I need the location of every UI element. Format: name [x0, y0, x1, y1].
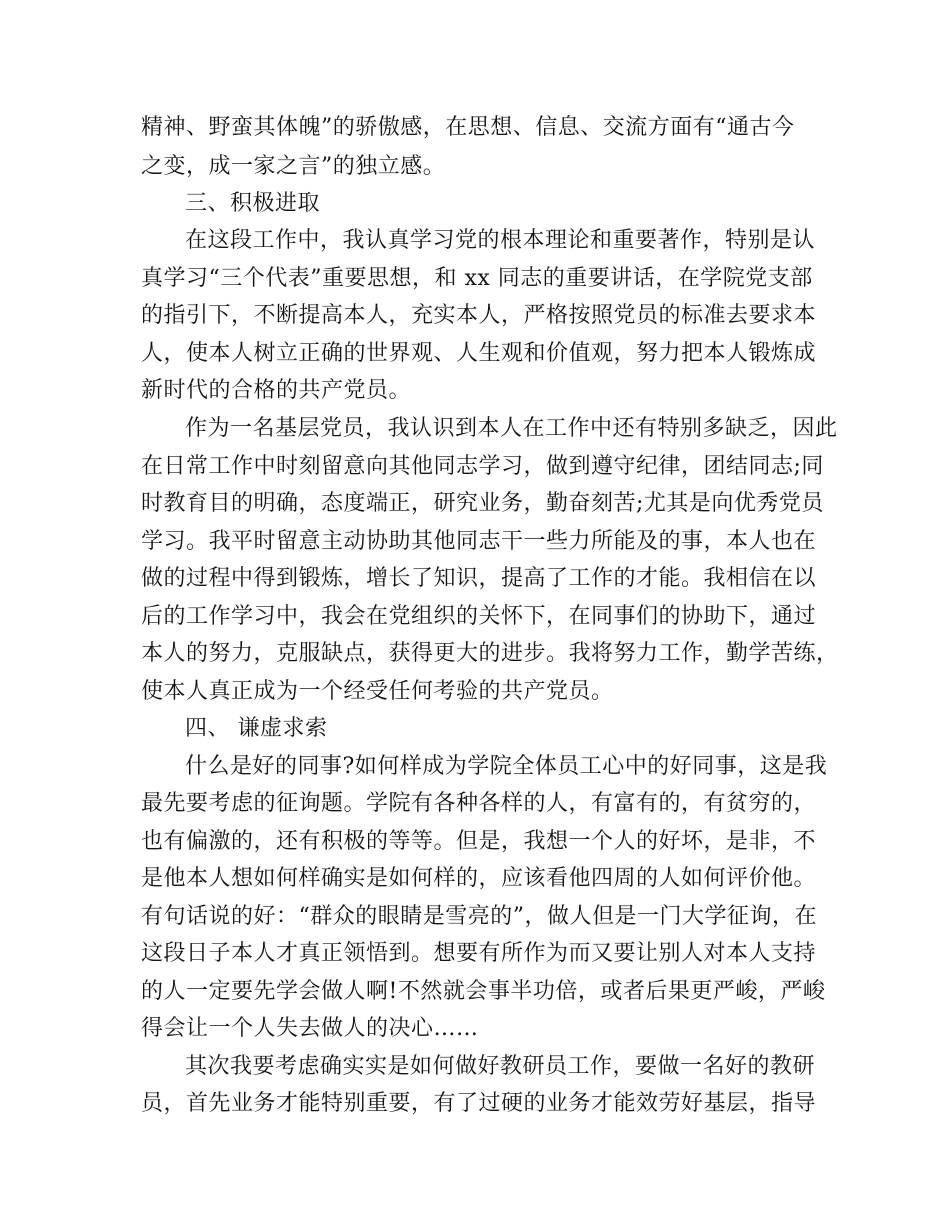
- text-line: 精神、野蛮其体魄”的骄傲感，在思想、信息、交流方面有“通古今: [141, 115, 795, 140]
- text-line: 真学习“三个代表”重要思想，和 xx 同志的重要讲话，在学院党支部: [141, 266, 813, 291]
- text-line: 学习。我平时留意主动协助其他同志干一些力所能及的事，本人也在: [141, 529, 817, 554]
- section-heading: 三、积极进取: [185, 191, 321, 216]
- text-line: 员，首先业务才能特别重要，有了过硬的业务才能效劳好基层，指导: [141, 1091, 817, 1116]
- text-line: 的人一定要先学会做人啊!不然就会事半功倍，或者后果更严峻，严峻: [141, 979, 826, 1004]
- section-heading: 四、 谦虚求索: [185, 716, 328, 741]
- text-line: 之变，成一家之言”的独立感。: [141, 154, 446, 179]
- text-line: 人，使本人树立正确的世界观、人生观和价值观，努力把本人锻炼成: [141, 341, 817, 366]
- text-line: 时教育目的明确，态度端正，研究业务，勤奋刻苦;尤其是向优秀党员: [141, 491, 824, 516]
- text-line: 也有偏激的，还有积极的等等。但是，我想一个人的好坏，是非，不: [141, 829, 817, 854]
- text-line: 在日常工作中时刻留意向其他同志学习，做到遵守纪律，团结同志;同: [141, 454, 824, 479]
- text-line: 后的工作学习中，我会在党组织的关怀下，在同事们的协助下，通过: [141, 604, 817, 629]
- text-line: 的指引下，不断提高本人，充实本人，严格按照党员的标准去要求本: [141, 303, 817, 328]
- text-line: 使本人真正成为一个经受任何考验的共产党员。: [141, 679, 614, 704]
- text-line: 新时代的合格的共产党员。: [141, 378, 412, 403]
- text-line: 做的过程中得到锻炼，增长了知识，提高了工作的才能。我相信在以: [141, 566, 817, 591]
- text-line: 最先要考虑的征询题。学院有各种各样的人，有富有的，有贫穷的，: [141, 791, 817, 816]
- text-line: 在这段工作中，我认真学习党的根本理论和重要著作，特别是认: [185, 228, 816, 253]
- text-line: 作为一名基层党员，我认识到本人在工作中还有特别多缺乏，因此: [185, 416, 838, 441]
- text-line: 有句话说的好：“群众的眼睛是雪亮的”，做人但是一门大学征询，在: [141, 904, 817, 929]
- text-line: 是他本人想如何样确实是如何样的，应该看他四周的人如何评价他。: [141, 866, 817, 891]
- text-line: 本人的努力，克服缺点，获得更大的进步。我将努力工作，勤学苦练，: [141, 641, 839, 666]
- text-line: 这段日子本人才真正领悟到。想要有所作为而又要让别人对本人支持: [141, 941, 817, 966]
- text-line: 得会让一个人失去做人的决心……: [141, 1016, 479, 1041]
- text-line: 其次我要考虑确实实是如何做好教研员工作，要做一名好的教研: [185, 1054, 816, 1079]
- text-line: 什么是好的同事?如何样成为学院全体员工心中的好同事，这是我: [185, 754, 828, 779]
